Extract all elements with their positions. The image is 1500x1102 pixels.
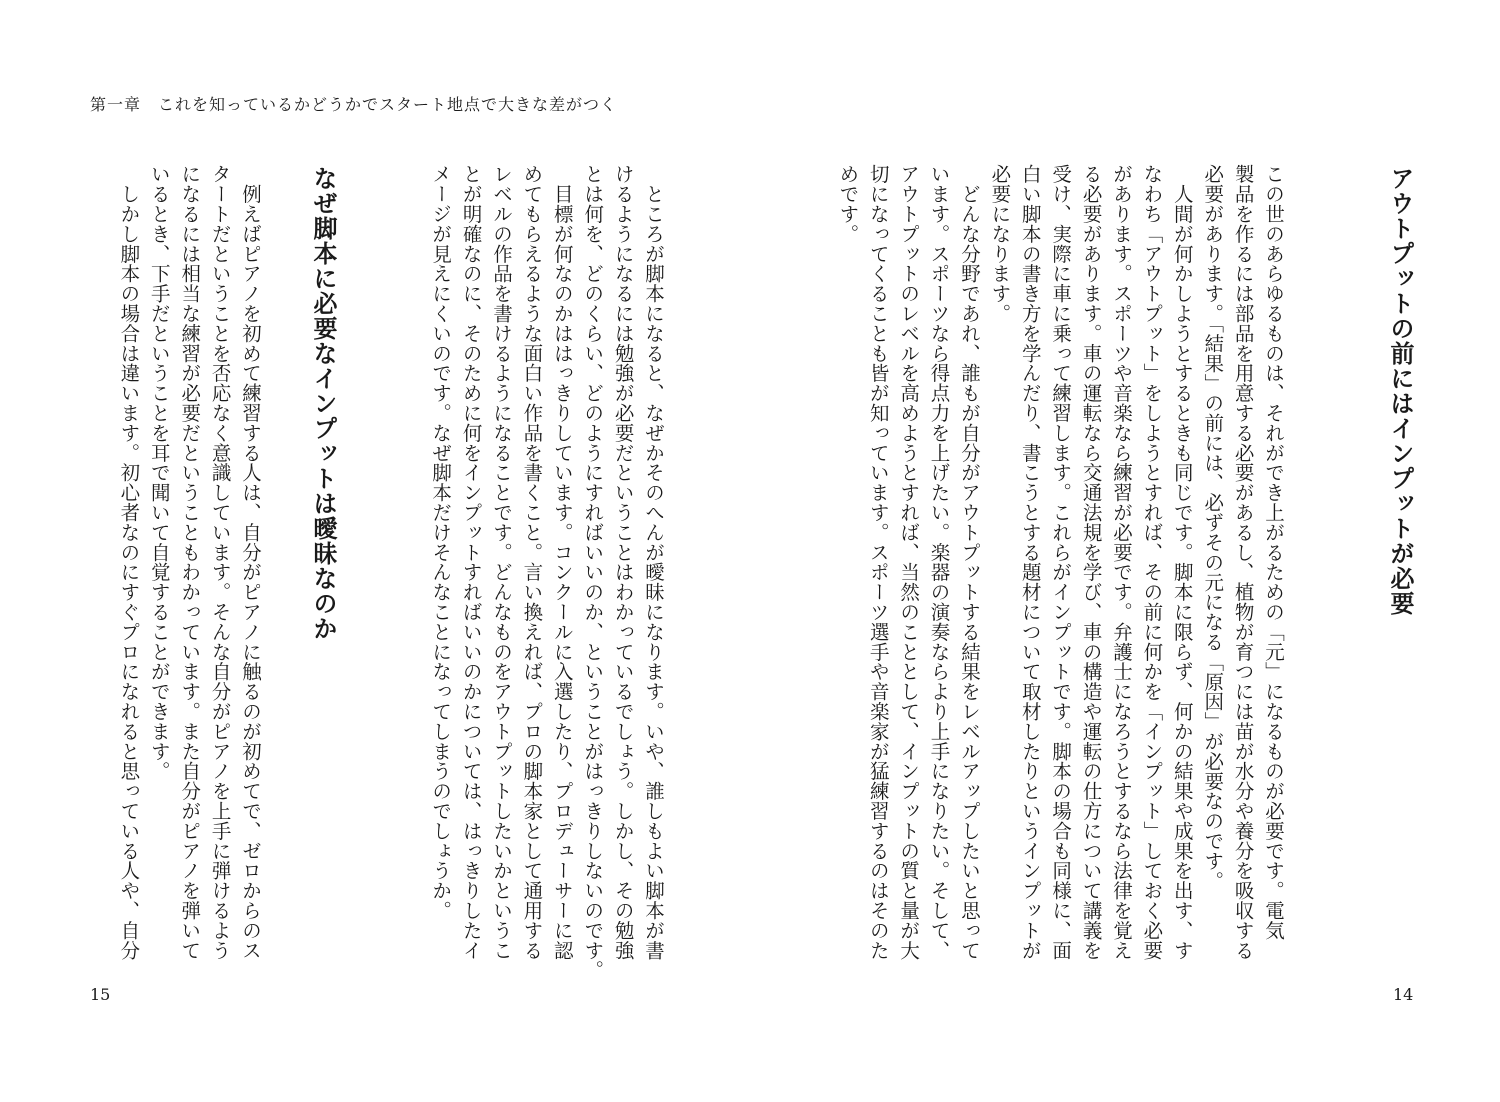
text-line: メージが見えにくいのです。なぜ脚本だけそんなことになってしまうのでしょうか。 <box>429 164 453 921</box>
body-text-right-page <box>836 164 1288 984</box>
text-line: しかし脚本の場合は違います。初心者なのにすぐプロになれると思っている人や、自分 <box>117 164 141 960</box>
text-line: 人間が何かしようとするときも同じです。脚本に限らず、何かの結果や成果を出す、す <box>1170 164 1194 960</box>
text-line: レベルの作品を書けるようになることです。どんなものをアウトプットしたいかというこ <box>489 164 513 960</box>
page-number-right: 14 <box>1393 985 1414 1004</box>
section-heading-why-input-ambiguous: なぜ脚本に必要なインプットは曖昧なのか <box>309 166 337 641</box>
text-line: る必要があります。車の運転なら交通法規を学び、車の構造や運転の仕方について講義を <box>1079 164 1103 960</box>
text-line: いるとき、下手だということを耳で聞いて自覚することができます。 <box>147 164 171 781</box>
body-text-left-page-bottom <box>85 164 265 984</box>
text-line: とは何を、どのくらい、どのようにすればいいのか、ということがはっきりしないのです。 <box>581 164 605 980</box>
text-line: 目標が何なのかははっきりしています。コンクールに入選したり、プロデューサーに認 <box>550 164 574 960</box>
text-line: になるには相当な練習が必要だということもわかっています。また自分がピアノを弾いて <box>178 164 202 960</box>
text-line: 受け、実際に車に乗って練習します。これらがインプットです。脚本の場合も同様に、面 <box>1049 164 1073 960</box>
text-line: 製品を作るには部品を用意する必要があるし、植物が育つには苗が水分や養分を吸収する <box>1231 164 1255 960</box>
text-line: います。スポーツなら得点力を上げたい。楽器の演奏ならより上手になりたい。そして、 <box>927 164 951 960</box>
text-line: とが明確なのに、そのために何をインプットすればいいのかについては、はっきりしたイ <box>459 164 483 960</box>
text-line: 例えばピアノを初めて練習する人は、自分がピアノに触るのが初めてで、ゼロからのス <box>239 164 262 960</box>
text-line: めです。 <box>836 164 860 244</box>
text-line: なわち「アウトプット」をしようとすれば、その前に何かを「インプット」しておく必要 <box>1140 164 1164 960</box>
section-heading-input-before-output: アウトプットの前にはインプットが必要 <box>1386 166 1414 616</box>
text-line: 白い脚本の書き方を学んだり、書こうとする題材について取材したりというインプットが <box>1018 164 1042 960</box>
page-number-left: 15 <box>90 985 111 1004</box>
body-text-left-page-top <box>408 164 668 984</box>
running-header: 第一章 これを知っているかどうかでスタート地点で大きな差がつく <box>90 95 618 114</box>
text-line: けるようになるには勉強が必要だということはわかっているでしょう。しかし、その勉強 <box>611 164 635 960</box>
text-line: ところが脚本になると、なぜかそのへんが曖昧になります。いや、誰しもよい脚本が書 <box>642 164 665 960</box>
text-line: 必要になります。 <box>988 164 1012 324</box>
text-line: この世のあらゆるものは、それができ上がるための「元」になるものが必要です。電気 <box>1262 164 1285 941</box>
text-line: 必要があります。「結果」の前には、必ずその元になる「原因」が必要なのです。 <box>1201 164 1225 891</box>
text-line: があります。スポーツや音楽なら練習が必要です。弁護士になろうとするなら法律を覚え <box>1109 164 1133 960</box>
text-line: 切になってくることも皆が知っています。スポーツ選手や音楽家が猛練習するのはそのた <box>866 164 890 960</box>
text-line: めてもらえるような面白い作品を書くこと。言い換えれば、プロの脚本家として通用する <box>520 164 544 960</box>
text-line: タートだということを否応なく意識しています。そんな自分がピアノを上手に弾けるよう <box>208 164 232 960</box>
text-line: アウトプットのレベルを高めようとすれば、当然のこととして、インプットの質と量が大 <box>897 164 921 960</box>
text-line: どんな分野であれ、誰もが自分がアウトプットする結果をレベルアップしたいと思って <box>957 164 981 960</box>
